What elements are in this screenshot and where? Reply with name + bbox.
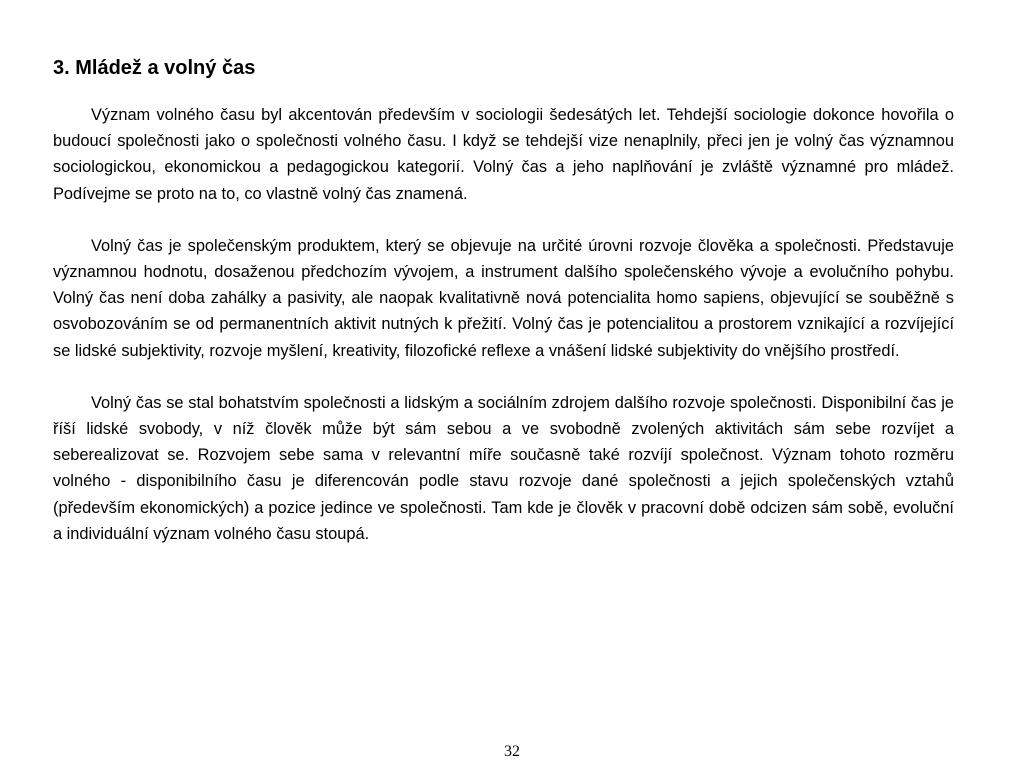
paragraph-2: Volný čas je společenským produktem, který se objevuje na určité úrovni rozvoje člověka a společnosti. Představuje významnou hodnotu, dosaženou předchozím vývojem, a instrument dalšího společenského vývoje a evolučního pohybu. Volný čas není doba zahálky a pasivity, ale naopak kvalitativně nová potencialita homo sapiens, objevující se souběžně s osvobozováním se od permanentních aktivit nutných k přežití. Volný čas je potencialitou a prostorem vznikající a rozvíjející se lidské subjektivity, rozvoje myšlení, kreativity, filozofické reflexe a vnášení lidské subjektivity do vnějšího prostředí. xyxy=(53,236,954,360)
paragraph-1: Význam volného času byl akcentován především v sociologii šedesátých let. Tehdejší sociologie dokonce hovořila o budoucí společnosti jako o společnosti volného času. I když se tehdejší vize nenaplnily, přeci jen je volný čas významnou sociologickou, ekonomickou a pedagogickou kategorií. Volný čas a jeho naplňování je zvláště významné pro mládež. Podívejme se proto na to, co vlastně volný čas znamená. xyxy=(53,106,954,203)
page-number: 32 xyxy=(504,743,520,760)
paragraph-3: Volný čas se stal bohatstvím společnosti a lidským a sociálním zdrojem dalšího rozvoje společnosti. Disponibilní čas je říší lidské svobody, v níž člověk může být sám sebou a ve svobodně zvolených aktivitách sám sebe rozvíjet a seberealizovat se. Rozvojem sebe sama v relevantní míře současně také rozvíjí společnost. Význam tohoto rozměru volného - disponibilního času je diferencován podle stavu rozvoje dané společnosti a jejich společenských vztahů (především ekonomických) a pozice jedince ve společnosti. Tam kde je člověk v pracovní době odcizen sám sobě, evoluční a individuální význam volného času stoupá. xyxy=(53,393,954,543)
document-page xyxy=(53,54,954,573)
section-heading: 3. Mládež a volný čas xyxy=(53,57,256,79)
